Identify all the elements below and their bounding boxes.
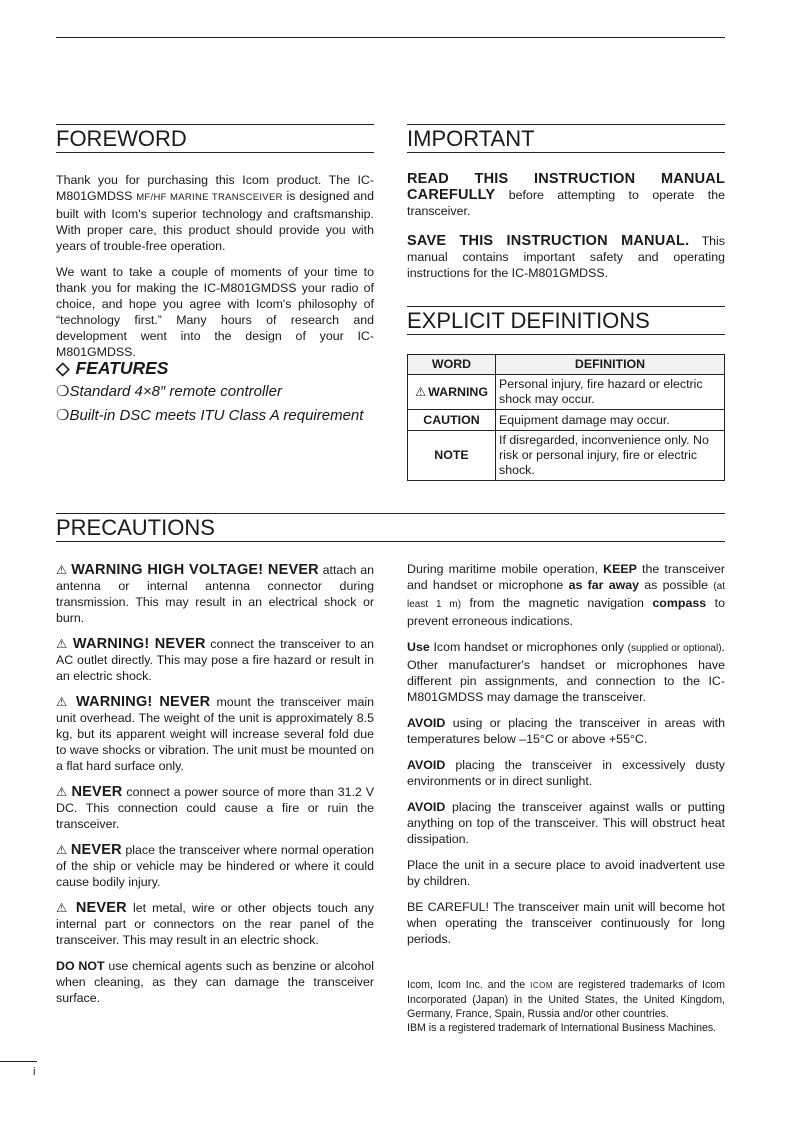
precaution-item: AVOID placing the transceiver in excessively dusty environments or in direct sunlight. [407, 758, 725, 788]
precaution-item: ⚠ WARNING HIGH VOLTAGE! NEVER attach an antenna or internal antenna connector during transmission. This may result in an electrical shock or burn. [56, 562, 374, 625]
table-header-row [408, 355, 725, 375]
feature-item: ❍Standard 4×8″ remote controller [56, 383, 282, 400]
precaution-item: Use Icom handset or microphones only (supplied or optional). Other manufacturer's handset or microphones have different pin assignments, and connection to the IC-M801GMDSS may damage the transceiver. [407, 640, 725, 704]
warning-icon: ⚠ [56, 695, 70, 709]
precautions-left-column [56, 562, 374, 1016]
table-row [408, 375, 725, 410]
column-header-word: WORD [408, 355, 496, 375]
table-row [408, 431, 725, 481]
word-cell: NOTE [408, 431, 496, 481]
precaution-item: Place the unit in a secure place to avoid inadvertent use by children. [407, 858, 725, 888]
diamond-icon: ◇ [56, 358, 70, 378]
page-number-rule [0, 1061, 37, 1062]
precautions-title: PRECAUTIONS [56, 513, 725, 542]
definition-cell: Equipment damage may occur. [496, 410, 725, 431]
trademark-paragraph: Icom, Icom Inc. and the ICOM are registered trademarks of Icom Incorporated (Japan) in the United States, the United Kingdom, Germany, France, Spain, Russia and/or other countries. [407, 979, 725, 1020]
circle-bullet-icon: ❍ [56, 383, 70, 400]
page-number: i [33, 1066, 36, 1078]
precaution-item: ⚠ WARNING! NEVER connect the transceiver to an AC outlet directly. This may pose a fire hazard or result in an electric shock. [56, 636, 374, 683]
warning-icon: ⚠ [56, 785, 68, 799]
warning-icon: ⚠ [56, 901, 70, 915]
foreword-paragraph-1: Thank you for purchasing this Icom product. The IC-M801GMDSS MF/HF MARINE TRANSCEIVER is designed and built with Icom's superior technology and craftsmanship. With proper care, this product should provide you with years of trouble-free operation. [56, 173, 375, 253]
ibm-trademark: IBM is a registered trademark of International Business Machines. [407, 1022, 717, 1034]
top-rule [56, 37, 725, 38]
precaution-item: AVOID placing the transceiver against walls or putting anything on top of the transceiver. This will obstruct heat dissipation. [407, 800, 725, 846]
precautions-right-column [407, 561, 725, 957]
warning-icon: ⚠ [56, 563, 68, 577]
trademark-notice [407, 978, 725, 1035]
important-title: IMPORTANT [407, 124, 725, 153]
table-row [408, 410, 725, 431]
definition-cell: Personal injury, fire hazard or electric shock may occur. [496, 375, 725, 410]
column-header-definition: DEFINITION [496, 355, 725, 375]
foreword-title: FOREWORD [56, 124, 374, 153]
important-body [407, 171, 725, 291]
circle-bullet-icon: ❍ [56, 407, 70, 424]
precaution-item: ⚠ NEVER place the transceiver where normal operation of the ship or vehicle may be hindered or where it could cause bodily injury. [56, 842, 374, 889]
warning-icon: ⚠ [56, 843, 68, 857]
features-title: ◇ FEATURES [56, 358, 169, 378]
foreword-body [56, 172, 374, 370]
warning-icon: ⚠ [56, 637, 69, 651]
precaution-item: ⚠ WARNING! NEVER mount the transceiver main unit overhead. The weight of the unit is approximately 8.5 kg, but its apparent weight will increase several fold due to wave shocks or vibration. The unit must be mounted on a flat hard surface only. [56, 694, 374, 773]
feature-item: ❍Built-in DSC meets ITU Class A requirement [56, 407, 364, 424]
precaution-item: BE CAREFUL! The transceiver main unit will become hot when operating the transceiver continuously for long periods. [407, 900, 725, 946]
icom-logo: ICOM [530, 981, 554, 990]
definition-cell: If disregarded, inconvenience only. No risk or personal injury, fire or electric shock. [496, 431, 725, 481]
precaution-item: ⚠ NEVER connect a power source of more than 31.2 V DC. This connection could cause a fire or ruin the transceiver. [56, 784, 374, 831]
definitions-table [407, 354, 725, 481]
precaution-item: AVOID using or placing the transceiver in areas with temperatures below –15°C or above +55°C. [407, 716, 725, 746]
word-cell: WARNING [428, 384, 488, 399]
foreword-paragraph-2: We want to take a couple of moments of your time to thank you for making the IC-M801GMDSS your radio of choice, and hope you agree with Icom's philosophy of “technology first.” Many hours of research and development went into the design of your IC-M801GMDSS. [56, 265, 374, 359]
definitions-title: EXPLICIT DEFINITIONS [407, 306, 725, 335]
important-paragraph-1: READ THIS INSTRUCTION MANUAL CAREFULLY before attempting to operate the transceiver. [407, 171, 725, 218]
precaution-item: DO NOT use chemical agents such as benzine or alcohol when cleaning, as they can damage the transceiver surface. [56, 959, 374, 1005]
precaution-item: During maritime mobile operation, KEEP the transceiver and handset or microphone as far away as possible (at least 1 m) from the magnetic navigation compass to prevent erroneous indications. [407, 562, 726, 628]
precaution-item: ⚠ NEVER let metal, wire or other objects touch any internal part or connectors on the rear panel of the transceiver. This may result in an electric shock. [56, 900, 374, 947]
important-paragraph-2: SAVE THIS INSTRUCTION MANUAL. This manual contains important safety and operating instructions for the IC-M801GMDSS. [407, 233, 725, 280]
warning-icon: ⚠ [415, 384, 427, 399]
word-cell: CAUTION [408, 410, 496, 431]
